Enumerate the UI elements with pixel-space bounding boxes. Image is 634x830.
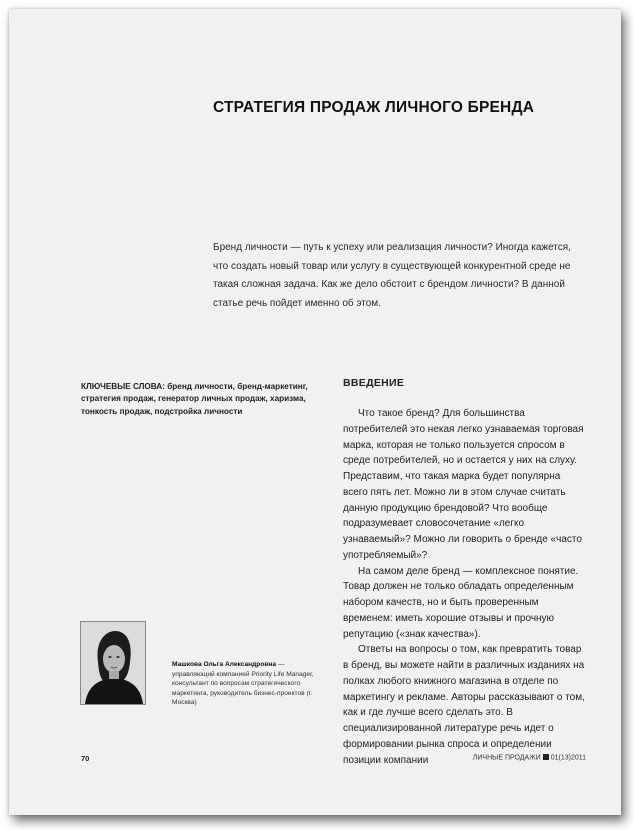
article-title: СТРАТЕГИЯ ПРОДАЖ ЛИЧНОГО БРЕНДА: [213, 99, 535, 116]
keywords-text: бренд личности, бренд-маркетинг, стратегия продаж, генератор личных продаж, харизма, тонкость продаж, подстройка личности: [81, 382, 308, 416]
page-number: 70: [81, 754, 90, 763]
keywords-block: [81, 381, 323, 418]
issue-number: 01(13)2011: [550, 754, 586, 762]
author-name: Машкова Ольга Александровна: [172, 661, 277, 668]
magazine-name: ЛИЧНЫЕ ПРОДАЖИ: [472, 754, 541, 762]
footer-magazine: [473, 754, 586, 762]
lead-text: Бренд личности — путь к успеху или реализация личности? Иногда кажется, что создать новый товар или услугу в существующей конкурентной среде не такая сложная задача. Как же дело обстоит с брендом личности? В данной статье речь пойдет именно об этом.: [213, 242, 571, 309]
keywords-label: КЛЮЧЕВЫЕ СЛОВА:: [81, 382, 165, 391]
square-separator-icon: [543, 754, 549, 760]
author-photo: [80, 621, 146, 705]
author-bio: — управляющий компанией Priority Life Manager, консультант по вопросам стратегического маркетинга, руководитель бизнес-проектов (г. Москва): [172, 661, 314, 706]
section-body: [343, 406, 586, 768]
magazine-page: [9, 9, 621, 815]
author-info: [172, 660, 329, 708]
body-paragraph: На самом деле бренд — комплексное понятие. Товар должен не только обладать определенным набором качеств, но и быть проверенным временем: иметь хорошие отзывы и прочную репутацию («знак качества»).: [343, 565, 579, 640]
body-paragraph: Что такое бренд? Для большинства потребителей это некая легко узнаваемая торговая марка, которая не только пользуется спросом в среде потребителей, но и остается у них на слуху. Представим, что такая марка будет популярна всего пять лет. Можно ли в этом случае считать данную продукцию брендовой? Что вообще подразумевает словосочетание «легко узнаваемый»? Можно ли говорить о бренде «часто употребляемый»?: [343, 408, 584, 561]
article-lead: [213, 239, 585, 313]
body-paragraph: Ответы на вопросы о том, как превратить товар в бренд, вы можете найти в различных изданиях на полках любого книжного магазина в отделе по маркетингу и рекламе. Авторы рассказывают о том, как и где лучше всего сделать это. В специализированной литературе речь идет о формировании рынка спроса и определении позиции компании: [343, 644, 585, 766]
section-heading: ВВЕДЕНИЕ: [343, 377, 405, 389]
